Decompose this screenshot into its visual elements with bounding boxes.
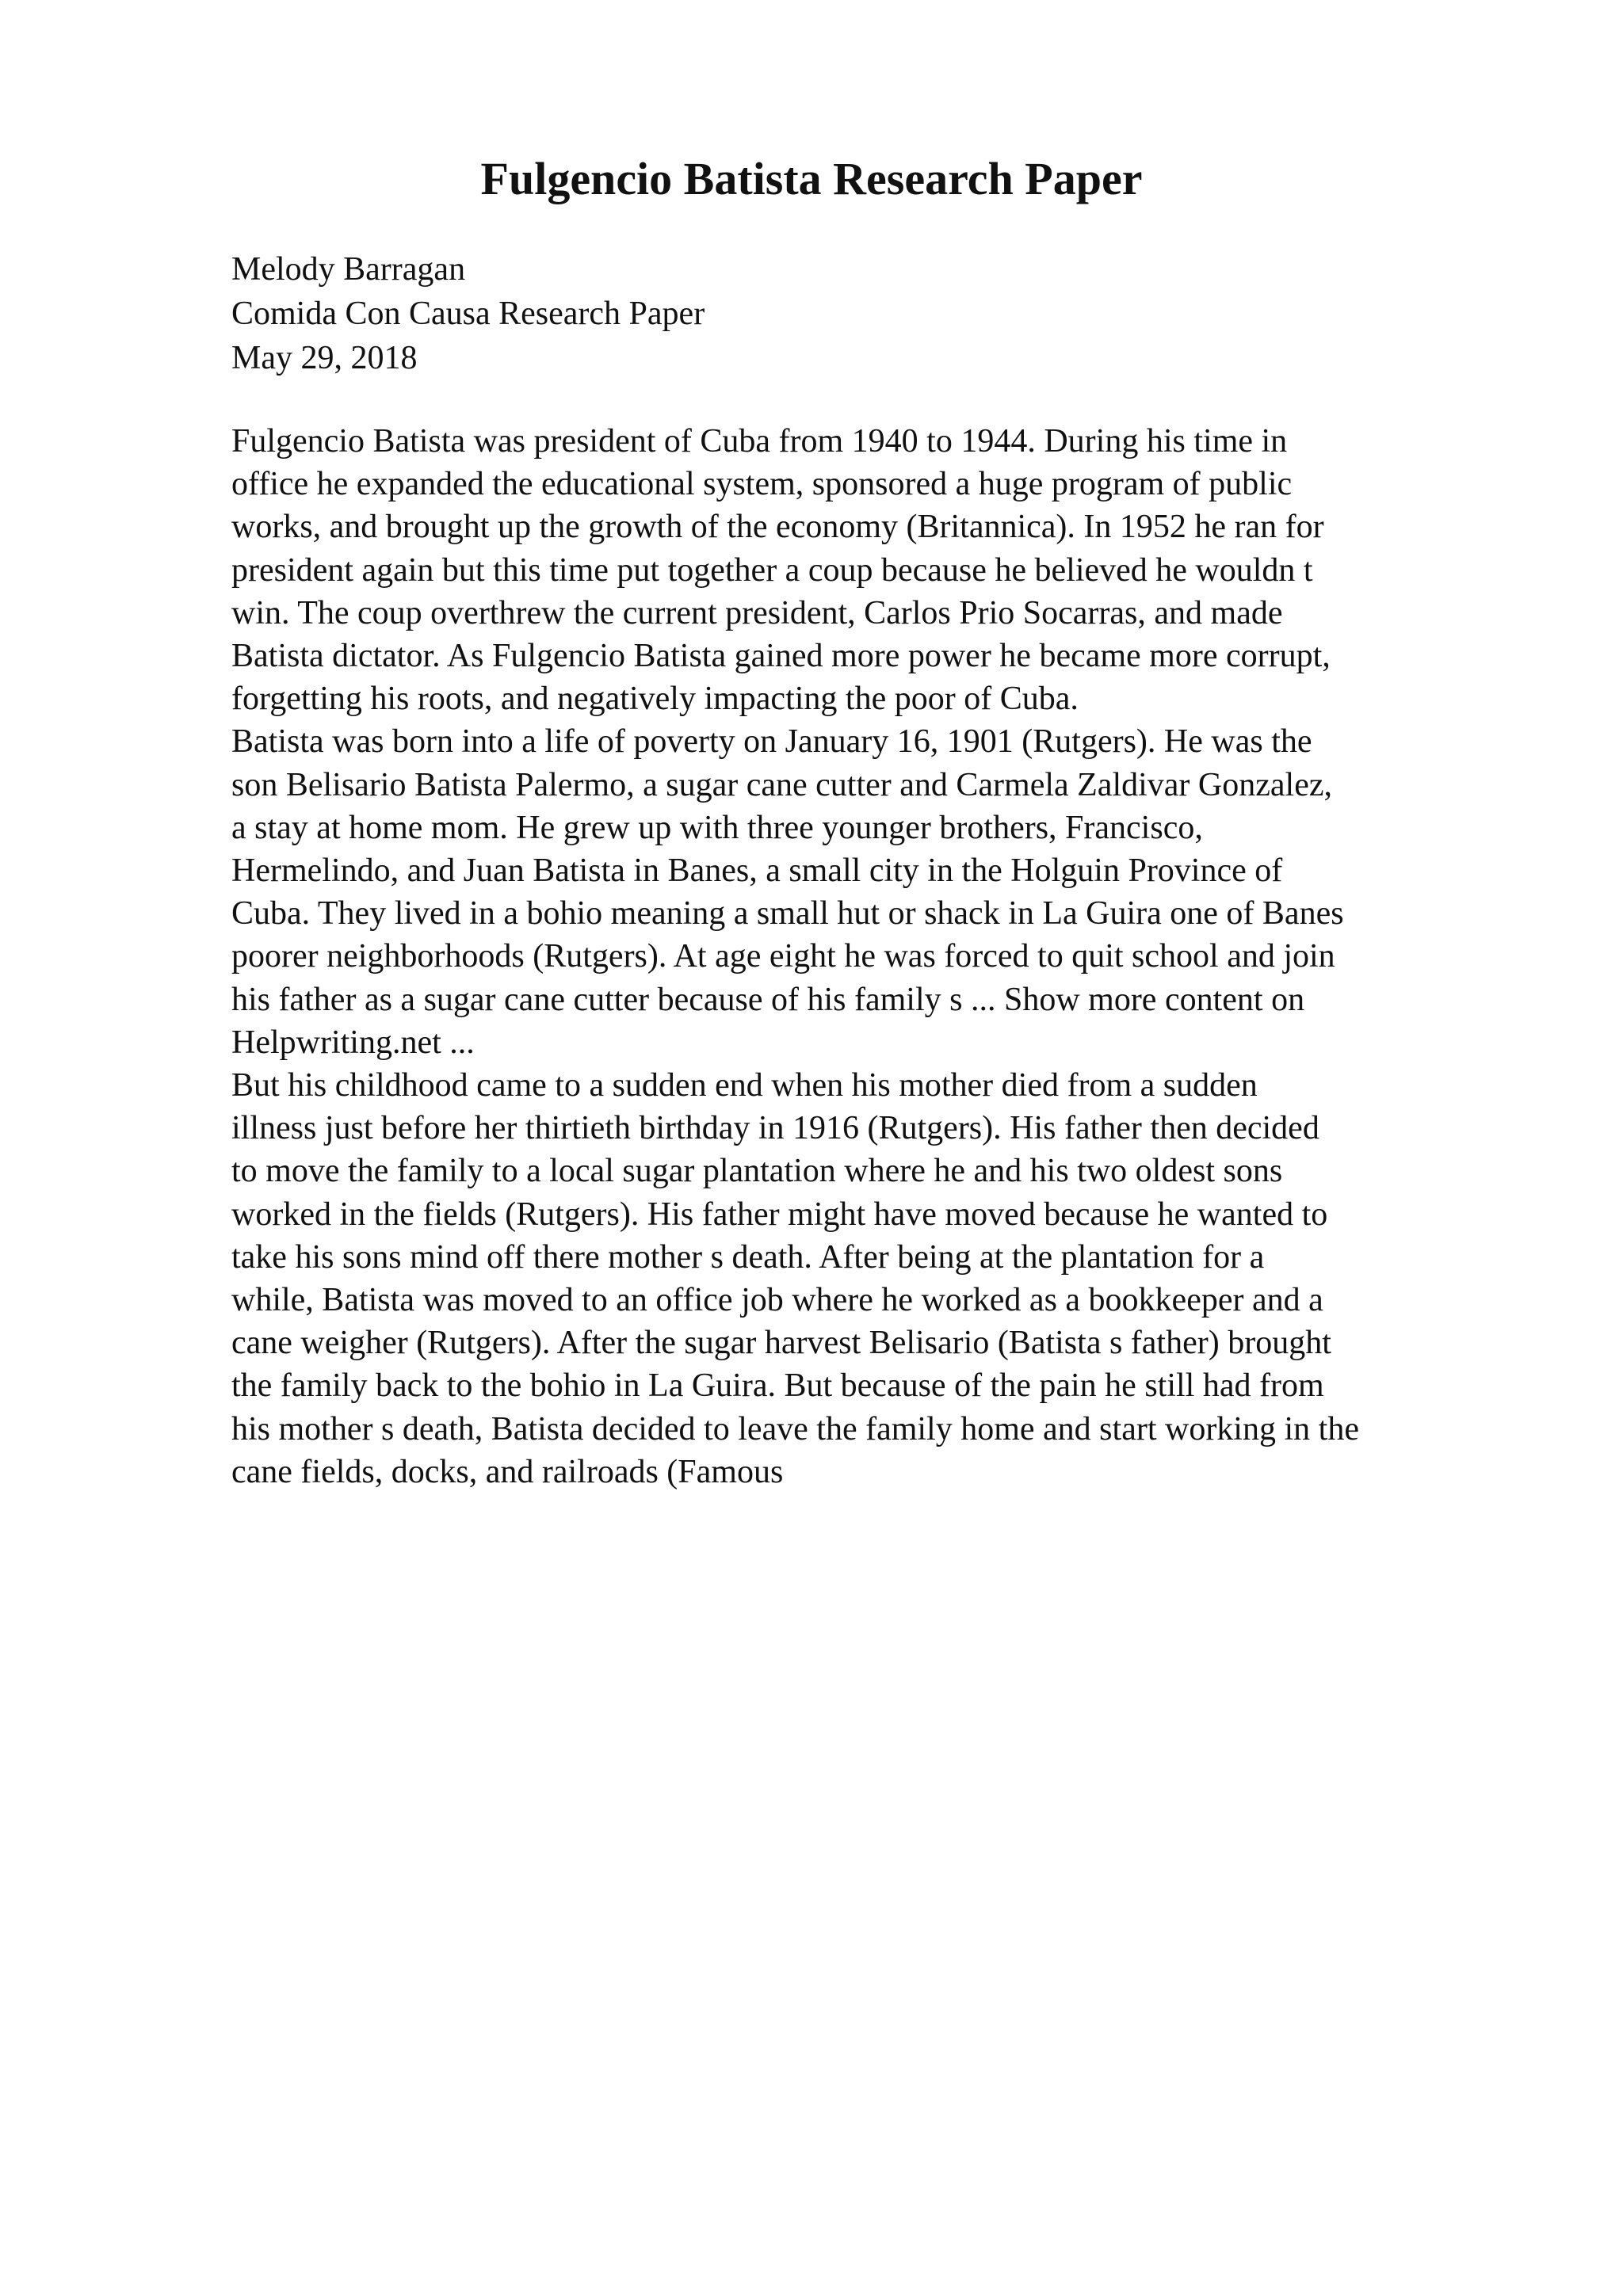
text-line: office he expanded the educational system, sponsored a huge program of public [231, 466, 1293, 503]
document-title: Fulgencio Batista Research Paper [480, 153, 1143, 204]
text-line: cane fields, docks, and railroads (Famous [231, 1453, 784, 1490]
author-name: Melody Barragan [231, 251, 466, 288]
text-line: But his childhood came to a sudden end when his mother died from a sudden [231, 1067, 1258, 1104]
document-body [231, 420, 1499, 1493]
course-title: Comida Con Causa Research Paper [231, 296, 705, 332]
text-line: works, and brought up the growth of the economy (Britannica). In 1952 he ran for [231, 509, 1324, 546]
text-line: to move the family to a local sugar plantation where he and his two oldest sons [231, 1153, 1283, 1190]
text-line: win. The coup overthrew the current president, Carlos Prio Socarras, and made [231, 594, 1283, 631]
text-line: his mother s death, Batista decided to leave the family home and start working in the [231, 1410, 1359, 1447]
text-line: cane weigher (Rutgers). After the sugar harvest Belisario (Batista s father) brought [231, 1325, 1331, 1362]
paragraph-early-life [231, 720, 1499, 1064]
text-line: forgetting his roots, and negatively impacting the poor of Cuba. [231, 681, 1079, 718]
text-line: Batista dictator. As Fulgencio Batista gained more power he became more corrupt, [231, 638, 1331, 675]
text-line: the family back to the bohio in La Guira. But because of the pain he still had from [231, 1367, 1324, 1405]
text-line: his father as a sugar cane cutter because of his family s ... Show more content on [231, 981, 1305, 1018]
text-line: Cuba. They lived in a bohio meaning a small hut or shack in La Guira one of Banes [231, 895, 1344, 933]
paragraph-childhood [231, 1064, 1499, 1493]
text-line: son Belisario Batista Palermo, a sugar cane cutter and Carmela Zaldivar Gonzalez, [231, 766, 1332, 803]
text-line: Batista was born into a life of poverty on January 16, 1901 (Rutgers). He was the [231, 723, 1312, 761]
text-line: while, Batista was moved to an office job where he worked as a bookkeeper and a [231, 1282, 1323, 1319]
text-line: worked in the fields (Rutgers). His father might have moved because he wanted to [231, 1196, 1328, 1233]
document-header [231, 247, 1499, 380]
text-line: a stay at home mom. He grew up with three younger brothers, Francisco, [231, 809, 1203, 846]
text-line: president again but this time put together a coup because he believed he wouldn t [231, 551, 1313, 589]
text-line: illness just before her thirtieth birthday in 1916 (Rutgers). His father then decided [231, 1110, 1319, 1147]
text-line: Helpwriting.net ... [231, 1024, 475, 1061]
text-line: Hermelindo, and Juan Batista in Banes, a small city in the Holguin Province of [231, 852, 1283, 890]
document-date: May 29, 2018 [231, 340, 418, 376]
paragraph-intro [231, 420, 1499, 720]
text-line: Fulgencio Batista was president of Cuba from 1940 to 1944. During his time in [231, 423, 1288, 460]
text-line: poorer neighborhoods (Rutgers). At age eight he was forced to quit school and join [231, 938, 1335, 975]
text-line: take his sons mind off there mother s death. After being at the plantation for a [231, 1238, 1265, 1276]
